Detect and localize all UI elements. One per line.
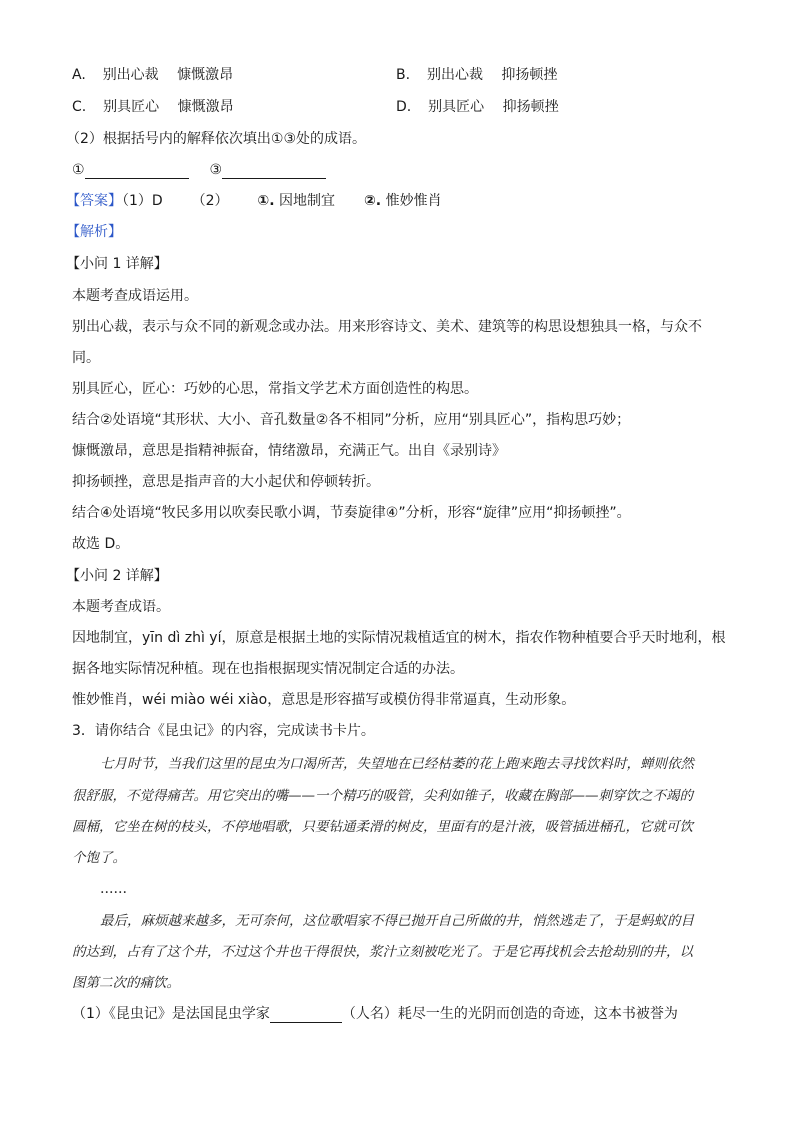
sub1-line: 故选 D。 xyxy=(72,536,130,552)
question-3-1-suffix: （人名）耗尽一生的光阴而创造的奇迹，这本书被誉为 xyxy=(341,1006,678,1022)
sub2-line: 惟妙惟肖，wéi miào wéi xiào，意思是形容描写或模仿得非常逼真，生动形象。 xyxy=(72,692,576,708)
sub1-line: 别具匠心，匠心：巧妙的心思，常指文学艺术方面创造性的构思。 xyxy=(72,381,478,397)
question-3-1 xyxy=(72,1005,678,1023)
answer-1-number: ①. xyxy=(257,193,275,209)
passage-line: 圆桶，它坐在树的枝头，不停地唱歌，只要钻通柔滑的树皮，里面有的是汁液，吸管插进桶孔，它就可饮 xyxy=(72,819,693,835)
blank-3-label: ③ xyxy=(209,162,223,178)
blank-3-line xyxy=(222,164,326,179)
passage-2-line: 图第二次的痛饮。 xyxy=(72,975,180,991)
blank-1-line xyxy=(85,164,189,179)
option-c-label: C. xyxy=(72,99,87,115)
sub1-line: 结合②处语境“其形状、大小、音孔数量②各不相同”分析，应用“别具匠心”，指构思巧妙； xyxy=(72,412,631,428)
option-d-text: 别具匠心 抑扬顿挫 xyxy=(428,99,559,115)
blank-1-label: ① xyxy=(72,162,85,178)
sub2-line: 本题考查成语。 xyxy=(72,599,170,615)
question-2-prompt: （2）根据括号内的解释依次填出①③处的成语。 xyxy=(66,131,367,147)
passage-2-line: 的达到，占有了这个井，不过这个井也干得很快，浆汁立刻被吃光了。于是它再找机会去抢劫别的井，以 xyxy=(72,944,693,960)
passage-2-line: 最后，麻烦越来越多，无可奈何，这位歌唱家不得已抛开自己所做的井，悄然逃走了，于是蚂蚁的目 xyxy=(100,913,694,929)
answer-1-text: 因地制宜 xyxy=(279,193,336,209)
answer-blanks xyxy=(72,161,326,179)
sub-question-1-title: 【小问 1 详解】 xyxy=(66,256,168,272)
question-3-1-prefix: （1）《昆虫记》是法国昆虫学家 xyxy=(72,1006,270,1022)
option-a xyxy=(72,66,233,84)
passage-ellipsis: …… xyxy=(100,881,127,897)
option-b-label: B. xyxy=(396,67,411,83)
option-b xyxy=(396,66,557,84)
answer-line xyxy=(66,192,442,210)
sub1-line: 慷慨激昂，意思是指精神振奋，情绪激昂，充满正气。出自《录别诗》 xyxy=(72,443,506,459)
sub2-line: 据各地实际情况种植。现在也指根据现实情况制定合适的办法。 xyxy=(72,661,464,677)
option-a-text: 别出心裁 慷慨激昂 xyxy=(102,67,234,83)
question-3-title: 3．请你结合《昆虫记》的内容，完成读书卡片。 xyxy=(72,723,375,739)
answer-2-text: 惟妙惟肖 xyxy=(385,193,442,209)
passage-line: 很舒服，不觉得痛苦。用它突出的嘴——一个精巧的吸管，尖利如锥子，收藏在胸部——刺穿饮之不竭的 xyxy=(72,788,693,804)
answer-2-number: ②. xyxy=(363,193,382,209)
sub1-line: 结合④处语境“牧民多用以吹奏民歌小调，节奏旋律④”分析，形容“旋律”应用“抑扬顿挫”。 xyxy=(72,505,631,521)
sub2-line: 因地制宜，yīn dì zhì yí，原意是根据土地的实际情况栽植适宜的树木，指农作物种植要合乎天时地利，根 xyxy=(72,630,726,646)
passage-line: 七月时节，当我们这里的昆虫为口渴所苦，失望地在已经枯萎的花上跑来跑去寻找饮料时，蝉则依然 xyxy=(100,756,694,772)
sub1-line: 别出心裁，表示与众不同的新观念或办法。用来形容诗文、美术、建筑等的构思设想独具一格，与众不 xyxy=(72,319,702,335)
option-b-text: 别出心裁 抑扬顿挫 xyxy=(426,67,558,83)
option-d-label: D. xyxy=(396,99,412,115)
option-a-label: A. xyxy=(72,67,86,83)
option-c-text: 别具匠心 慷慨激昂 xyxy=(103,99,234,115)
sub1-line: 本题考查成语运用。 xyxy=(72,288,198,304)
answer-part2: （2） xyxy=(191,193,229,209)
sub-question-2-title: 【小问 2 详解】 xyxy=(66,568,168,584)
analysis-tag: 【解析】 xyxy=(66,224,122,240)
option-d xyxy=(396,98,559,116)
sub1-line: 同。 xyxy=(72,350,100,366)
answer-tag: 【答案】 xyxy=(66,193,122,209)
author-name-blank xyxy=(270,1008,342,1023)
sub1-line: 抑扬顿挫，意思是指声音的大小起伏和停顿转折。 xyxy=(72,474,380,490)
option-c xyxy=(72,98,234,116)
passage-line: 个饱了。 xyxy=(72,850,126,866)
answer-part1: （1）D xyxy=(122,193,163,209)
